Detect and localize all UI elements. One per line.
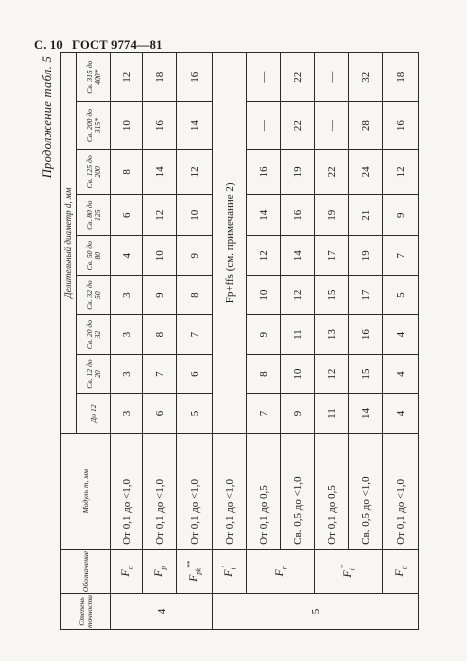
value-cell: 12 [247,236,281,275]
value-cell: 16 [177,53,213,102]
table-row [383,53,419,630]
value-cell: 32 [349,53,383,102]
value-cell: 16 [349,315,383,354]
table-caption: Продолжение табл. 5 [40,56,54,179]
value-cell: 8 [177,275,213,314]
value-cell: 13 [315,315,349,354]
module-cell: От 0,1 до <1,0 [213,433,247,549]
module-cell: От 0,1 до 0,5 [247,433,281,549]
value-cell: 3 [111,275,143,314]
table-row [247,53,281,630]
diameter-header: Делительный диаметр d, мм [61,53,77,434]
value-cell: 14 [247,195,281,236]
value-cell: — [315,53,349,102]
value-cell: 16 [383,102,419,149]
value-cell: 7 [383,236,419,275]
module-header: Модуль m, мм [61,433,111,549]
table-row [315,53,349,630]
value-cell: 4 [383,394,419,433]
table-row [349,53,383,630]
value-cell: 4 [383,354,419,393]
value-cell: 9 [177,236,213,275]
value-cell: 28 [349,102,383,149]
value-cell: 24 [349,149,383,194]
value-cell: 3 [111,315,143,354]
value-cell: 12 [281,275,315,314]
module-cell: Св. 0,5 до <1,0 [281,433,315,549]
value-cell: 7 [177,315,213,354]
value-cell: 4 [383,315,419,354]
value-cell: 11 [281,315,315,354]
range-header: Св. 50 до 80 [77,236,111,275]
symbol-cell: $F_i''$ [315,549,383,593]
value-cell: — [315,102,349,149]
value-cell: 8 [143,315,177,354]
degree-cell: 4 [111,594,213,630]
value-cell: 10 [143,236,177,275]
value-cell: 12 [143,195,177,236]
value-cell: 22 [281,102,315,149]
value-cell: 11 [315,394,349,433]
tolerance-table [60,52,419,630]
value-cell: 9 [281,394,315,433]
page-number: С. 10 [34,38,63,52]
value-cell: 5 [177,394,213,433]
value-cell: 6 [111,195,143,236]
value-cell: 10 [281,354,315,393]
range-header: Св. 315 до 400* [77,53,111,102]
standard-code: ГОСТ 9774—81 [72,38,163,52]
value-cell: 12 [177,149,213,194]
value-cell: 12 [383,149,419,194]
value-cell: 17 [315,236,349,275]
symbol-cell: $F_{pk}^{**}$ [177,549,213,593]
table-row [213,53,247,630]
value-cell: 21 [349,195,383,236]
module-cell: От 0,1 до <1,0 [177,433,213,549]
value-cell: 14 [281,236,315,275]
table-row [143,53,177,630]
value-cell: 15 [315,275,349,314]
range-header: До 12 [77,394,111,433]
symbol-cell: $F_r$ [247,549,315,593]
value-cell: 8 [111,149,143,194]
symbol-header: Обозначение [61,549,111,593]
range-header: Св. 125 до 200 [77,149,111,194]
value-cell: 16 [143,102,177,149]
value-cell: 16 [281,195,315,236]
value-cell: 10 [247,275,281,314]
symbol-cell: $F_p$ [143,549,177,593]
value-cell: 9 [247,315,281,354]
range-header: Св. 80 до 125 [77,195,111,236]
table-row [177,53,213,630]
table-row [281,53,315,630]
note-cell: Fp+ffs (см. примечание 2) [213,53,247,434]
degree-header: Степень точности [61,594,111,630]
range-header: Св. 12 до 20 [77,354,111,393]
value-cell: 18 [143,53,177,102]
value-cell: — [247,53,281,102]
value-cell: 14 [349,394,383,433]
value-cell: 7 [143,354,177,393]
value-cell: 10 [177,195,213,236]
value-cell: 9 [383,195,419,236]
value-cell: 22 [315,149,349,194]
value-cell: 14 [177,102,213,149]
module-cell: От 0,1 до <1,0 [383,433,419,549]
value-cell: 17 [349,275,383,314]
degree-cell: 5 [213,594,419,630]
symbol-cell: $F_c$ [111,549,143,593]
value-cell: 9 [143,275,177,314]
value-cell: 10 [111,102,143,149]
value-cell: 7 [247,394,281,433]
table-row [111,53,143,630]
value-cell: 19 [281,149,315,194]
value-cell: — [247,102,281,149]
value-cell: 16 [247,149,281,194]
rotated-page [38,50,448,630]
value-cell: 12 [315,354,349,393]
value-cell: 22 [281,53,315,102]
value-cell: 5 [383,275,419,314]
value-cell: 4 [111,236,143,275]
value-cell: 12 [111,53,143,102]
module-cell: От 0,1 до <1,0 [143,433,177,549]
symbol-cell: $F_c$ [383,549,419,593]
range-header: Св. 200 до 315* [77,102,111,149]
symbol-cell: $F_i'$ [213,549,247,593]
value-cell: 3 [111,394,143,433]
module-cell: От 0,1 до 0,5 [315,433,349,549]
value-cell: 19 [349,236,383,275]
value-cell: 6 [143,394,177,433]
range-header: Св. 32 до 50 [77,275,111,314]
value-cell: 8 [247,354,281,393]
value-cell: 19 [315,195,349,236]
range-header: Св. 20 до 32 [77,315,111,354]
value-cell: 3 [111,354,143,393]
module-cell: Св. 0,5 до <1,0 [349,433,383,549]
module-cell: От 0,1 до <1,0 [111,433,143,549]
value-cell: 18 [383,53,419,102]
value-cell: 14 [143,149,177,194]
value-cell: 6 [177,354,213,393]
value-cell: 15 [349,354,383,393]
